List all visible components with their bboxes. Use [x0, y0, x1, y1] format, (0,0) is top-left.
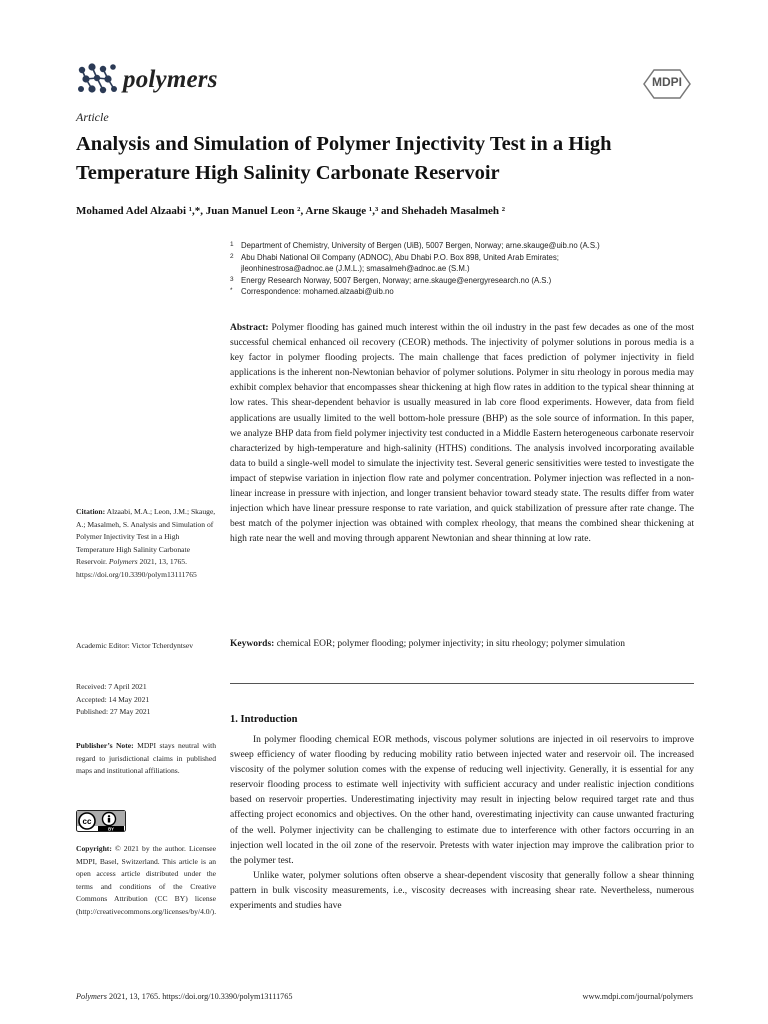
- keywords-text: chemical EOR; polymer flooding; polymer injectivity; in situ rheology; polymer simulation: [276, 639, 625, 649]
- received-date: Received: 7 April 2021: [76, 682, 147, 691]
- footer-citation: Polymers 2021, 13, 1765. https://doi.org/10.3390/polym13111765: [76, 992, 293, 1001]
- section-divider: [230, 683, 694, 684]
- affiliation-item: * Correspondence: mohamed.alzaabi@uib.no: [230, 287, 394, 297]
- abstract: [230, 321, 694, 547]
- svg-text:cc: cc: [82, 817, 92, 826]
- abstract-text: Polymer flooding has gained much interest within the oil industry in the past few decades as one of the most successful chemical enhanced oil recovery (CEOR) methods. The injectivity of polymer solutions in porous media is a key factor in polymer flooding projects. The main challenge that faces prediction of polymer injectivity in field applications is the inherent non-Newtonian behavior of polymer solutions. Polymer in situ rheology in porous media may exhibit complex behavior that encompasses shear thickening at high flow rates in addition to the typical shear thinning at low rates. This shear-dependent behavior is usually measured in lab core flood experiments. However, data from field applications are usually limited to the well bottom-hole pressure (BHP) as the sole source of information. In this paper, we analyze BHP data from field polymer injectivity test conducted in a Middle Eastern heterogeneous carbonate reservoir characterized by high-temperature and high-salinity (HTHS) conditions. The analysis involved incorporating available data to build a single-well model to simulate the injectivity test. Several generic sensitivities were tested to investigate the impact of stepwise variation in injection flow rate and polymer concentration. Polymer injection was reflected in a non-linear increase in pressure with injection, and longer transient behavior toward steady state. The results differ from water injection which have linear pressure response to rate variation, and quick stabilization of pressure after rate change. The best match of the polymer injection was obtained with complex rheology, that means the combined shear thickening at high rate near the well and moving through apparent Newtonian and shear thinning at low rate.: [230, 323, 694, 545]
- abstract-label: Abstract:: [230, 323, 269, 333]
- mdpi-logo: [640, 66, 694, 102]
- polymers-logo-icon: [76, 62, 120, 98]
- publisher-note: Publisher’s Note: MDPI stays neutral with regard to jurisdictional claims in published maps and institutional affiliations.: [76, 741, 216, 775]
- accepted-date: Accepted: 14 May 2021: [76, 694, 150, 704]
- affiliation-item: 3 Energy Research Norway, 5007 Bergen, Norway; arne.skauge@energyresearch.no (A.S.): [230, 275, 552, 285]
- svg-text:BY: BY: [108, 826, 114, 832]
- citation-block: Citation: Alzaabi, M.A.; Leon, J.M.; Skauge, A.; Masalmeh, S. Analysis and Simulation of Polymer Injectivity Test in a High Temperature High Salinity Carbonate Reservoir. Polymers 2021, 13, 1765. https://doi.org/10.3390/polym13111765: [76, 507, 216, 579]
- paragraph: In polymer flooding chemical EOR methods, viscous polymer solutions are injected in oil reservoirs to improve sweep efficiency of water flooding by reducing mobility ratio between injected water and reservoir oil. The increased viscosity of the polymer solution comes with the expense of reducing well injectivity. Generally, it is essential for any reservoir flooding process to estimate well injectivity with sufficient accuracy and under realistic injection conditions based on reservoir properties. Underestimating injectivity may result in injecting below required target rate and thus affecting project economics and objectives. On the other hand, overestimating injectivity can cause unwanted fracturing of the well. Polymer injectivity can be challenging to estimate due to interference with other factors occurring in an injection well located in the oil zone of the reservoir. Pretests with water injection may improve the calibration prior to the polymer test.: [230, 735, 694, 866]
- citation-doi-link[interactable]: 2021, 13, 1765. https://doi.org/10.3390/polym13111765: [76, 557, 197, 579]
- affiliation-item: 1 Department of Chemistry, University of Bergen (UiB), 5007 Bergen, Norway; arne.skauge@uib.no (A.S.): [230, 241, 600, 250]
- keywords-label: Keywords:: [230, 639, 275, 649]
- academic-editor: Academic Editor: Victor Tcherdyntsev: [76, 641, 194, 650]
- affiliations: [230, 240, 710, 298]
- publisher-name: MDPI: [652, 75, 682, 89]
- author-list: Mohamed Adel Alzaabi ¹,*, Juan Manuel Leon ², Arne Skauge ¹,³ and Shehadeh Masalmeh ²: [76, 205, 506, 217]
- affiliation-item: jleonhinestrosa@adnoc.ae (J.M.L.); smasalmeh@adnoc.ae (S.M.): [241, 264, 470, 274]
- citation-label: Citation:: [76, 507, 106, 516]
- keywords: [230, 637, 694, 652]
- section-heading: 1. Introduction: [230, 714, 298, 725]
- publication-dates: [76, 681, 216, 719]
- published-date: Published: 27 May 2021: [76, 707, 151, 716]
- paragraph: Unlike water, polymer solutions often observe a shear-dependent viscosity that generally follow a shear thinning pattern in bulk viscosity measurements, i.e., viscosity decreases with increasing shear rate. Nevertheless, numerous experiments and studies have: [230, 870, 694, 912]
- cc-by-license-icon[interactable]: [76, 810, 126, 832]
- copyright-notice: Copyright: © 2021 by the author. Licensee MDPI, Basel, Switzerland. This article is an open access article distributed under the terms and conditions of the Creative Commons Attribution (CC BY) license (http://creativecommons.org/licenses/by/4.0/).: [76, 844, 217, 916]
- introduction-body: [230, 733, 694, 914]
- journal-name: polymers: [123, 66, 218, 93]
- article-type: Article: [76, 110, 109, 124]
- page-title: Analysis and Simulation of Polymer Injectivity Test in a High Temperature High Salinity Carbonate Reservoir: [76, 133, 612, 184]
- affiliation-item: 2 Abu Dhabi National Oil Company (ADNOC), Abu Dhabi P.O. Box 898, United Arab Emirates;: [230, 252, 559, 262]
- footer-journal-url[interactable]: www.mdpi.com/journal/polymers: [582, 992, 693, 1001]
